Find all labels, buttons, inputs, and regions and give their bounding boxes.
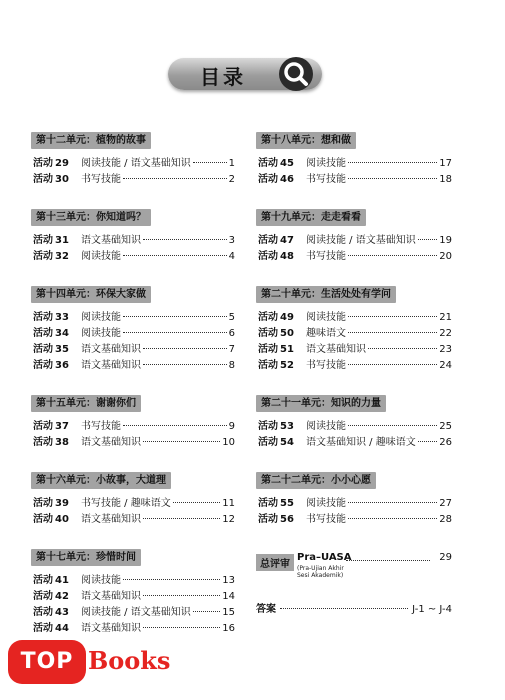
toc-row [33, 619, 235, 635]
activity-title: 阅读技能 / 语文基础知识 [81, 158, 191, 169]
unit-heading: 第二十单元：生活处处有学问 [256, 286, 396, 303]
activity-title: 书写技能 [81, 421, 121, 432]
dot-leader [123, 178, 227, 179]
activity-label: 活动 [33, 344, 53, 355]
unit-heading: 第十二单元：植物的故事 [31, 132, 151, 149]
toc-row [258, 417, 452, 433]
toc-row [258, 247, 452, 263]
page-number: 6 [228, 328, 235, 339]
activity-label: 活动 [33, 623, 53, 634]
activity-title: 阅读技能 [306, 421, 346, 432]
activity-label: 活动 [258, 328, 278, 339]
toc-row [258, 154, 452, 170]
toc-row [33, 170, 235, 186]
activity-label: 活动 [33, 514, 53, 525]
dot-leader [143, 518, 220, 519]
toc-row [258, 356, 452, 372]
toc-row [258, 231, 452, 247]
page-number: 10 [222, 437, 235, 448]
dot-leader [418, 441, 438, 442]
dot-leader [123, 316, 227, 317]
activity-label: 活动 [258, 251, 278, 262]
page-number: 20 [439, 251, 452, 262]
page-number: 16 [222, 623, 235, 634]
page-title: 目录 [200, 65, 246, 89]
answers-entry [256, 600, 452, 614]
page-number: 15 [222, 607, 235, 618]
dot-leader [143, 627, 220, 628]
activity-title: 阅读技能 [306, 312, 346, 323]
dot-leader [280, 608, 408, 609]
page-number: 24 [439, 360, 452, 371]
page-number: 4 [228, 251, 235, 262]
activity-label: 活动 [33, 421, 53, 432]
unit-heading: 第十六单元：小故事，大道理 [31, 472, 171, 489]
toc-row [33, 231, 235, 247]
activity-number: 36 [55, 360, 69, 371]
activity-number: 46 [280, 174, 294, 185]
activity-number: 39 [55, 498, 69, 509]
dot-leader [348, 255, 437, 256]
dot-leader [193, 611, 221, 612]
page-number: 9 [228, 421, 235, 432]
page-number: 21 [439, 312, 452, 323]
dot-leader [346, 560, 430, 561]
dot-leader [193, 162, 227, 163]
activity-label: 活动 [33, 328, 53, 339]
activity-number: 30 [55, 174, 69, 185]
activity-number: 35 [55, 344, 69, 355]
dot-leader [348, 162, 437, 163]
page-number: 12 [222, 514, 235, 525]
logo-top: TOP [8, 640, 86, 684]
activity-title: 书写技能 [306, 514, 346, 525]
activity-title: 语文基础知识 [306, 344, 366, 355]
toc-row [258, 494, 452, 510]
toc-unit [256, 205, 452, 263]
page-number: 23 [439, 344, 452, 355]
activity-number: 50 [280, 328, 294, 339]
dot-leader [348, 364, 437, 365]
toc-unit [256, 391, 452, 449]
activity-number: 55 [280, 498, 294, 509]
page-number: 27 [439, 498, 452, 509]
toc-unit [31, 205, 235, 263]
activity-number: 34 [55, 328, 69, 339]
activity-number: 54 [280, 437, 294, 448]
dot-leader [348, 178, 437, 179]
toc-row [33, 340, 235, 356]
toc-unit [256, 468, 452, 526]
page-number: 14 [222, 591, 235, 602]
toc-row [258, 170, 452, 186]
activity-title: 语文基础知识 [81, 235, 141, 246]
toc-row [33, 587, 235, 603]
activity-title: 阅读技能 [81, 328, 121, 339]
activity-label: 活动 [33, 498, 53, 509]
dot-leader [348, 316, 437, 317]
dot-leader [418, 239, 438, 240]
activity-title: 书写技能 [306, 174, 346, 185]
activity-title: 书写技能 / 趣味语文 [81, 498, 171, 509]
toc-row [33, 433, 235, 449]
activity-label: 活动 [258, 514, 278, 525]
activity-title: 语文基础知识 [81, 623, 141, 634]
activity-label: 活动 [33, 437, 53, 448]
activity-title: 阅读技能 [306, 498, 346, 509]
activity-label: 活动 [33, 360, 53, 371]
dot-leader [123, 332, 227, 333]
unit-heading: 第十五单元：谢谢你们 [31, 395, 141, 412]
review-entry [256, 552, 452, 579]
page-number: 17 [439, 158, 452, 169]
activity-label: 活动 [33, 251, 53, 262]
activity-label: 活动 [258, 498, 278, 509]
activity-title: 语文基础知识 [81, 514, 141, 525]
activity-label: 活动 [258, 312, 278, 323]
activity-number: 44 [55, 623, 69, 634]
page-number: 1 [228, 158, 235, 169]
activity-label: 活动 [258, 344, 278, 355]
activity-number: 45 [280, 158, 294, 169]
activity-number: 37 [55, 421, 69, 432]
activity-number: 49 [280, 312, 294, 323]
toc-unit [31, 282, 235, 372]
page-number: 26 [439, 437, 452, 448]
activity-title: 语文基础知识 [81, 437, 141, 448]
magnifier-icon [278, 56, 314, 92]
activity-title: 书写技能 [306, 360, 346, 371]
unit-heading: 第十四单元：环保大家做 [31, 286, 151, 303]
dot-leader [143, 364, 227, 365]
review-subtitle [297, 565, 344, 579]
toc-unit [256, 128, 452, 186]
toc-row [33, 308, 235, 324]
dot-leader [143, 595, 220, 596]
toc-row [33, 510, 235, 526]
toc-row [33, 571, 235, 587]
activity-title: 阅读技能 / 语文基础知识 [306, 235, 416, 246]
activity-number: 47 [280, 235, 294, 246]
activity-label: 活动 [258, 421, 278, 432]
page-number: 25 [439, 421, 452, 432]
unit-heading: 第十九单元：走走看看 [256, 209, 366, 226]
topbooks-logo [8, 640, 188, 686]
toc-left-column [31, 128, 235, 654]
toc-right-column [256, 128, 452, 545]
activity-number: 29 [55, 158, 69, 169]
activity-number: 48 [280, 251, 294, 262]
page-number: 7 [228, 344, 235, 355]
answers-label: 答案 [256, 604, 276, 615]
page-number: 22 [439, 328, 452, 339]
activity-title: 书写技能 [306, 251, 346, 262]
activity-label: 活动 [258, 360, 278, 371]
dot-leader [123, 579, 220, 580]
toc-unit [31, 545, 235, 635]
activity-label: 活动 [33, 575, 53, 586]
toc-unit [31, 128, 235, 186]
review-subtitle-line1: (Pra-Ujian Akhir [297, 565, 344, 572]
activity-number: 52 [280, 360, 294, 371]
activity-number: 41 [55, 575, 69, 586]
activity-number: 31 [55, 235, 69, 246]
toc-row [33, 356, 235, 372]
toc-row [258, 308, 452, 324]
page-number: 28 [439, 514, 452, 525]
unit-heading: 第十七单元：珍惜时间 [31, 549, 141, 566]
activity-number: 51 [280, 344, 294, 355]
toc-row [258, 433, 452, 449]
activity-label: 活动 [33, 607, 53, 618]
dot-leader [143, 239, 227, 240]
dot-leader [123, 425, 227, 426]
activity-label: 活动 [258, 437, 278, 448]
dot-leader [348, 518, 437, 519]
page-number: 18 [439, 174, 452, 185]
answers-pages: J-1 ~ J-4 [412, 604, 452, 615]
toc-row [33, 417, 235, 433]
unit-heading: 第二十一单元：知识的力量 [256, 395, 386, 412]
dot-leader [348, 502, 437, 503]
dot-leader [368, 348, 437, 349]
activity-number: 38 [55, 437, 69, 448]
activity-title: 阅读技能 [81, 251, 121, 262]
toc-row [33, 324, 235, 340]
review-subtitle-line2: Sesi Akademik) [297, 572, 344, 579]
dot-leader [348, 425, 437, 426]
activity-title: 阅读技能 [81, 575, 121, 586]
toc-row [258, 324, 452, 340]
activity-number: 43 [55, 607, 69, 618]
activity-number: 53 [280, 421, 294, 432]
activity-label: 活动 [33, 235, 53, 246]
activity-label: 活动 [33, 591, 53, 602]
activity-title: 阅读技能 [81, 312, 121, 323]
dot-leader [123, 255, 227, 256]
logo-books: Books [88, 646, 171, 675]
dot-leader [173, 502, 221, 503]
activity-number: 33 [55, 312, 69, 323]
activity-title: 趣味语文 [306, 328, 346, 339]
activity-label: 活动 [258, 158, 278, 169]
activity-label: 活动 [33, 312, 53, 323]
activity-label: 活动 [33, 158, 53, 169]
activity-title: 阅读技能 / 语文基础知识 [81, 607, 191, 618]
review-title: Pra–UASA [297, 552, 352, 563]
dot-leader [143, 441, 220, 442]
toc-unit [31, 391, 235, 449]
activity-title: 语文基础知识 [81, 360, 141, 371]
activity-title: 阅读技能 [306, 158, 346, 169]
activity-number: 42 [55, 591, 69, 602]
toc-row [33, 154, 235, 170]
review-label: 总评审 [256, 554, 294, 571]
page-number: 11 [222, 498, 235, 509]
unit-heading: 第十三单元：你知道吗？ [31, 209, 151, 226]
page-number: 2 [228, 174, 235, 185]
unit-heading: 第十八单元：想和做 [256, 132, 356, 149]
page-number: 13 [222, 575, 235, 586]
toc-unit [31, 468, 235, 526]
review-page: 29 [439, 552, 452, 563]
activity-label: 活动 [258, 174, 278, 185]
activity-title: 语文基础知识 / 趣味语文 [306, 437, 416, 448]
toc-row [33, 494, 235, 510]
activity-title: 语文基础知识 [81, 344, 141, 355]
page-number: 19 [439, 235, 452, 246]
dot-leader [143, 348, 227, 349]
activity-number: 40 [55, 514, 69, 525]
unit-heading: 第二十二单元：小小心愿 [256, 472, 376, 489]
toc-row [258, 340, 452, 356]
toc-unit [256, 282, 452, 372]
page-number: 8 [228, 360, 235, 371]
activity-label: 活动 [258, 235, 278, 246]
activity-label: 活动 [33, 174, 53, 185]
activity-title: 书写技能 [81, 174, 121, 185]
activity-title: 语文基础知识 [81, 591, 141, 602]
toc-row [33, 603, 235, 619]
activity-number: 56 [280, 514, 294, 525]
toc-row [258, 510, 452, 526]
activity-number: 32 [55, 251, 69, 262]
page-number: 3 [228, 235, 235, 246]
dot-leader [348, 332, 437, 333]
toc-row [33, 247, 235, 263]
page-number: 5 [228, 312, 235, 323]
